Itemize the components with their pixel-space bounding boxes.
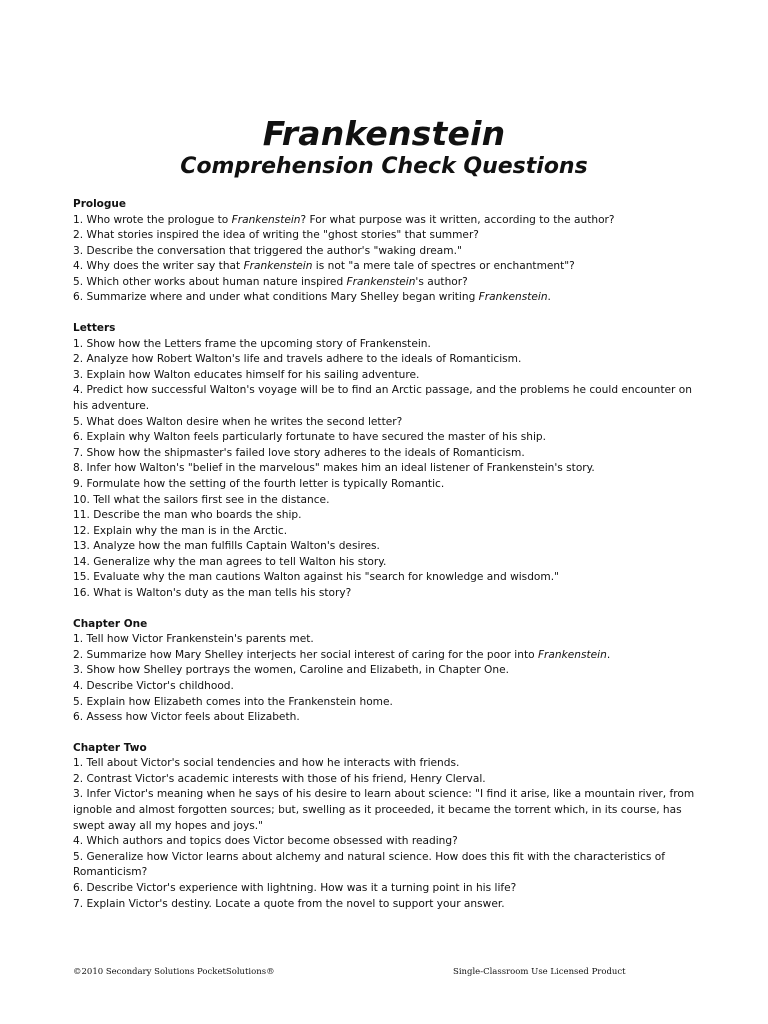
question-item bbox=[73, 275, 703, 291]
question-text: 2. Analyze how Robert Walton's life and travels adhere to the ideals of Romanticism. bbox=[73, 353, 522, 366]
question-text: 15. Evaluate why the man cautions Walton against his "search for knowledge and wisdom." bbox=[73, 571, 559, 584]
question-item bbox=[73, 259, 703, 275]
question-text: 2. Summarize how Mary Shelley interjects her social interest of caring for the poor into bbox=[73, 648, 538, 661]
question-item bbox=[73, 632, 703, 648]
section-prologue bbox=[73, 197, 703, 306]
question-text: . bbox=[547, 291, 551, 304]
question-item bbox=[73, 383, 703, 414]
question-item bbox=[73, 756, 703, 772]
footer-license: Single-Classroom Use Licensed Product bbox=[453, 967, 626, 977]
italic-title: Frankenstein bbox=[231, 213, 301, 226]
question-item bbox=[73, 290, 703, 306]
question-text: 3. Explain how Walton educates himself for his sailing adventure. bbox=[73, 368, 420, 381]
question-item bbox=[73, 834, 703, 850]
question-item bbox=[73, 524, 703, 540]
question-text: 5. Explain how Elizabeth comes into the Frankenstein home. bbox=[73, 695, 393, 708]
question-item bbox=[73, 710, 703, 726]
italic-title: Frankenstein bbox=[537, 648, 607, 661]
question-text: 16. What is Walton's duty as the man tells his story? bbox=[73, 587, 352, 600]
question-text: 4. Why does the writer say that bbox=[73, 260, 244, 273]
question-item bbox=[73, 539, 703, 555]
question-text: 6. Explain why Walton feels particularly fortunate to have secured the master of his ship. bbox=[73, 431, 546, 444]
question-item bbox=[73, 352, 703, 368]
question-text: 11. Describe the man who boards the ship. bbox=[73, 509, 302, 522]
question-item bbox=[73, 772, 703, 788]
section-heading: Prologue bbox=[73, 198, 127, 210]
question-text: 6. Describe Victor's experience with lightning. How was it a turning point in his life? bbox=[73, 881, 517, 894]
section-heading: Letters bbox=[73, 322, 116, 335]
section-heading: Chapter Two bbox=[73, 741, 147, 754]
question-text: 3. Infer Victor's meaning when he says of his desire to learn about science: "I find it arise, like a mountain river, from ignoble and almost forgotten sources; but, swelling as it proceeded, it became the torrent which, in its course, has swept away all my hopes and joys." bbox=[73, 788, 695, 832]
question-text: 12. Explain why the man is in the Arctic. bbox=[73, 524, 288, 537]
question-item bbox=[73, 368, 703, 384]
question-sections bbox=[73, 197, 703, 927]
question-text: 4. Describe Victor's childhood. bbox=[73, 679, 234, 692]
section-letters bbox=[73, 321, 703, 602]
document-title: Frankenstein bbox=[262, 114, 506, 153]
question-text: 5. Generalize how Victor learns about alchemy and natural science. How does this fit with the characteristics of Romanticism? bbox=[73, 850, 665, 879]
italic-title: Frankenstein bbox=[346, 275, 416, 288]
question-list bbox=[73, 337, 703, 602]
question-item bbox=[73, 337, 703, 353]
question-item bbox=[73, 570, 703, 586]
question-item bbox=[73, 446, 703, 462]
section-heading: Chapter One bbox=[73, 617, 148, 630]
question-text: 9. Formulate how the setting of the fourth letter is typically Romantic. bbox=[73, 477, 445, 490]
document-subtitle: Comprehension Check Questions bbox=[180, 154, 588, 179]
question-text: 5. Which other works about human nature inspired bbox=[73, 275, 347, 288]
footer-copyright: ©2010 Secondary Solutions PocketSolutions® bbox=[73, 967, 275, 977]
question-text: 6. Summarize where and under what conditions Mary Shelley began writing bbox=[73, 291, 479, 304]
question-text: 7. Show how the shipmaster's failed love story adheres to the ideals of Romanticism. bbox=[73, 446, 525, 459]
question-item bbox=[73, 850, 703, 881]
question-text: 7. Explain Victor's destiny. Locate a quote from the novel to support your answer. bbox=[73, 897, 505, 910]
question-item bbox=[73, 695, 703, 711]
question-item bbox=[73, 508, 703, 524]
question-text: 8. Infer how Walton's "belief in the marvelous" makes him an ideal listener of Frankenstein's story. bbox=[73, 462, 595, 475]
question-text: 1. Tell about Victor's social tendencies and how he interacts with friends. bbox=[73, 757, 460, 770]
question-item bbox=[73, 555, 703, 571]
question-text: 2. What stories inspired the idea of writing the "ghost stories" that summer? bbox=[73, 229, 479, 242]
question-text: 4. Predict how successful Walton's voyage will be to find an Arctic passage, and the problems he could encounter on his adventure. bbox=[73, 384, 692, 412]
question-item bbox=[73, 228, 703, 244]
question-item bbox=[73, 430, 703, 446]
question-text: 5. What does Walton desire when he writes the second letter? bbox=[73, 415, 403, 428]
question-item bbox=[73, 787, 703, 834]
question-text: . bbox=[606, 648, 611, 661]
section-chapter-two bbox=[73, 741, 703, 912]
question-text: 3. Show how Shelley portrays the women, Caroline and Elizabeth, in Chapter One. bbox=[73, 664, 509, 677]
question-item bbox=[73, 461, 703, 477]
question-item bbox=[73, 244, 703, 260]
italic-title: Frankenstein bbox=[243, 260, 313, 273]
question-item bbox=[73, 213, 703, 229]
question-item bbox=[73, 881, 703, 897]
question-text: 1. Tell how Victor Frankenstein's parents met. bbox=[73, 633, 314, 646]
question-text: 6. Assess how Victor feels about Elizabeth. bbox=[73, 711, 300, 724]
question-item bbox=[73, 679, 703, 695]
question-item bbox=[73, 415, 703, 431]
question-item bbox=[73, 897, 703, 913]
question-item bbox=[73, 586, 703, 602]
italic-title: Frankenstein bbox=[478, 291, 548, 304]
question-text: 13. Analyze how the man fulfills Captain Walton's desires. bbox=[73, 540, 380, 553]
question-text: ? For what purpose was it written, according to the author? bbox=[300, 213, 615, 226]
question-text: 4. Which authors and topics does Victor become obsessed with reading? bbox=[73, 835, 458, 848]
question-item bbox=[73, 493, 703, 509]
question-text: 3. Describe the conversation that triggered the author's "waking dream." bbox=[73, 244, 462, 257]
question-item bbox=[73, 477, 703, 493]
section-chapter-one bbox=[73, 617, 703, 726]
question-list bbox=[73, 632, 703, 726]
question-text: 's author? bbox=[415, 275, 468, 288]
question-list bbox=[73, 213, 703, 307]
question-text: 1. Who wrote the prologue to bbox=[73, 213, 232, 226]
question-text: is not "a mere tale of spectres or enchantment"? bbox=[312, 260, 575, 273]
question-list bbox=[73, 756, 703, 912]
question-item bbox=[73, 648, 703, 664]
question-text: 14. Generalize why the man agrees to tell Walton his story. bbox=[73, 555, 387, 568]
question-text: 2. Contrast Victor's academic interests with those of his friend, Henry Clerval. bbox=[73, 772, 486, 785]
question-text: 10. Tell what the sailors first see in the distance. bbox=[73, 493, 330, 506]
question-text: 1. Show how the Letters frame the upcoming story of Frankenstein. bbox=[73, 337, 431, 350]
question-item bbox=[73, 663, 703, 679]
